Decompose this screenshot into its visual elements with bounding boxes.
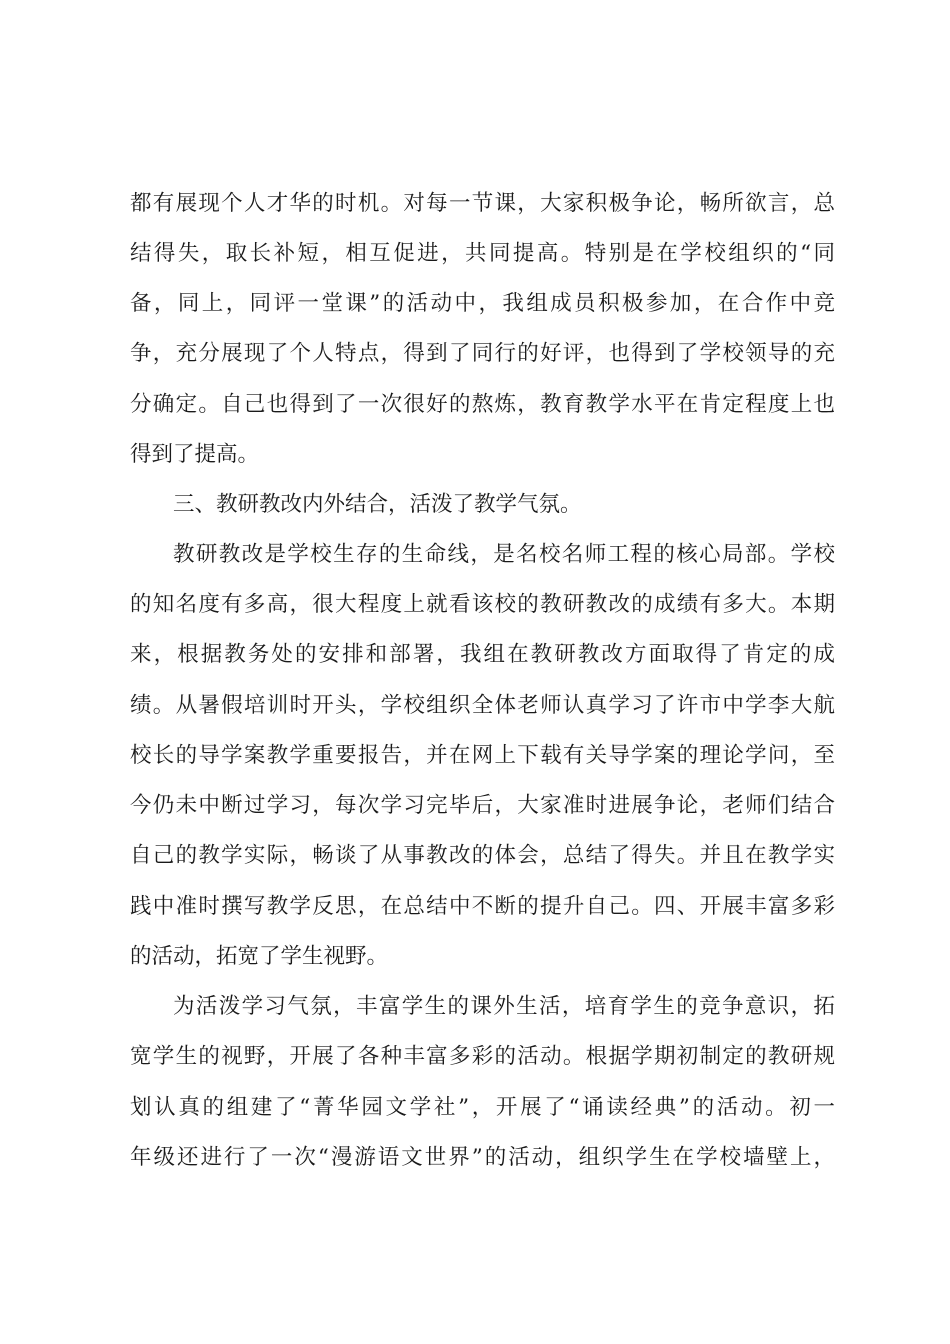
text-line: 教研教改是学校生存的生命线，是名校名师工程的核心局部。学校 [173,542,835,567]
text-line: 划认真的组建了“菁华园文学社”，开展了“诵读经典”的活动。初一 [130,1095,835,1120]
text-line: 践中准时撰写教学反思，在总结中不断的提升自己。四、开展丰富多彩 [130,894,835,919]
text-line: 来，根据教务处的安排和部署，我组在教研教改方面取得了肯定的成 [130,642,835,667]
text-line: 的活动，拓宽了学生视野。 [130,944,389,969]
text-line: 备，同上，同评一堂课”的活动中，我组成员积极参加，在合作中竞 [130,291,835,316]
text-line: 分确定。自己也得到了一次很好的熬炼，教育教学水平在肯定程度上也 [130,392,835,417]
text-line: 争，充分展现了个人特点，得到了同行的好评，也得到了学校领导的充 [130,341,835,366]
text-line: 的知名度有多高，很大程度上就看该校的教研教改的成绩有多大。本期 [130,592,835,617]
text-line: 为活泼学习气氛，丰富学生的课外生活，培育学生的竞争意识，拓 [173,994,835,1019]
text-line: 都有展现个人才华的时机。对每一节课，大家积极争论，畅所欲言，总 [130,191,835,216]
text-line: 宽学生的视野，开展了各种丰富多彩的活动。根据学期初制定的教研规 [130,1044,835,1069]
text-line: 校长的导学案教学重要报告，并在网上下载有关导学案的理论学问，至 [130,743,835,768]
text-line: 年级还进行了一次“漫游语文世界”的活动，组织学生在学校墙壁上， [130,1145,835,1170]
text-line: 今仍未中断过学习，每次学习完毕后，大家准时进展争论，老师们结合 [130,793,835,818]
text-line: 自己的教学实际，畅谈了从事教改的体会，总结了得失。并且在教学实 [130,843,835,868]
text-line: 得到了提高。 [130,442,260,467]
section-heading: 三、教研教改内外结合，活泼了教学气氛。 [173,492,582,517]
text-line: 结得失，取长补短，相互促进，共同提高。特别是在学校组织的“同 [130,241,835,266]
text-line: 绩。从暑假培训时开头，学校组织全体老师认真学习了许市中学李大航 [130,693,835,718]
